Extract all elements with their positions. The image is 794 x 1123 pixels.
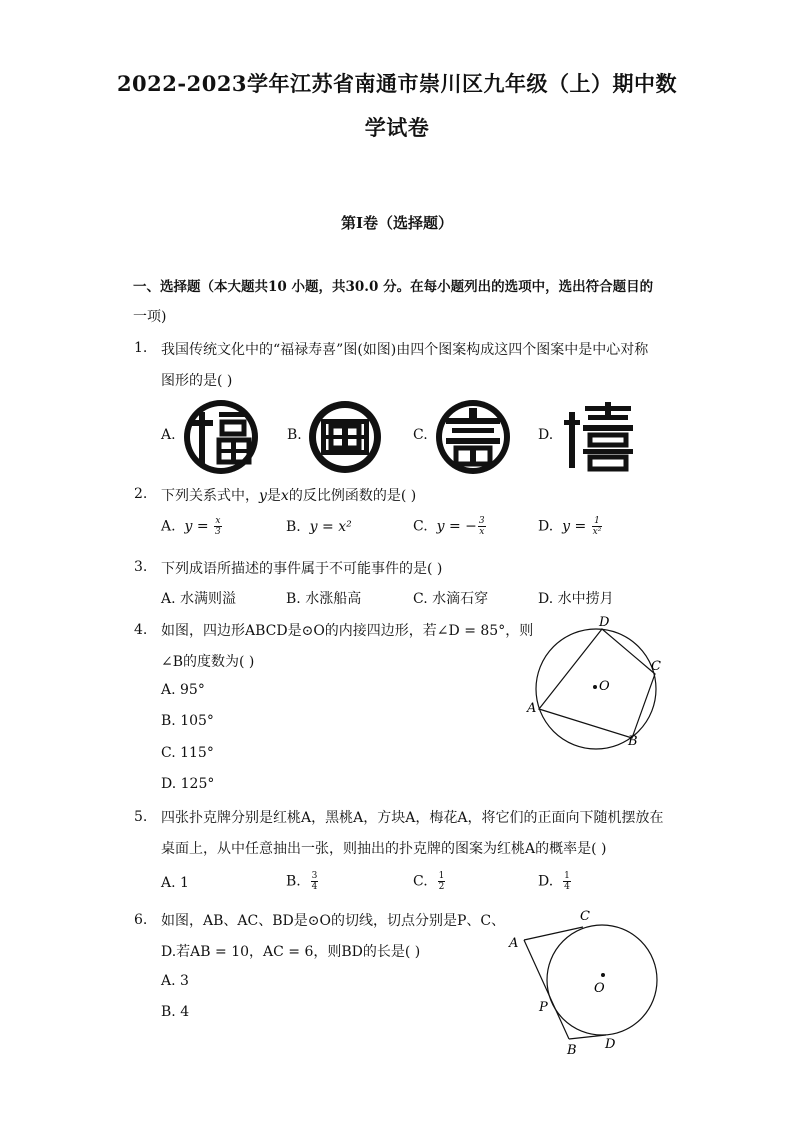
part1-heading: 一、选择题（本大题共10 小题，共30.0 分。在每小题列出的选项中，选出符合题目的 (133, 279, 654, 295)
doc-title-line2: 学试卷 (364, 115, 430, 140)
q5-option-b-den: 4 (311, 882, 318, 892)
q6-label-a: A (509, 936, 519, 951)
q4-text-line1: 如图，四边形ABCD是⊙O的内接四边形，若∠D = 85°，则 (161, 623, 534, 639)
q2-option-c-lhs: y = − (436, 518, 477, 535)
fu-emblem-icon (182, 398, 260, 476)
q5-option-d-label: D. (538, 873, 554, 890)
q6-label-o: O (594, 981, 605, 996)
q6-figure (502, 903, 672, 1063)
q3-number: 3. (134, 559, 148, 575)
q6-tangent-bd (569, 1035, 606, 1039)
q2-option-c-den: x (479, 527, 485, 537)
q4-label-o: O (599, 679, 610, 694)
q6-label-c: C (580, 909, 590, 924)
xi-emblem-icon (562, 398, 638, 474)
q4-option-c[interactable]: C. 115° (161, 745, 214, 761)
q5-option-d-den: 4 (564, 882, 570, 892)
q6-label-b: B (567, 1043, 577, 1058)
q2-option-d-label: D. (538, 518, 554, 535)
q6-number: 6. (134, 912, 148, 928)
q6-text-line2: D.若AB = 10，AC = 6，则BD的长是( ) (161, 944, 421, 960)
q1-option-d-label[interactable]: D. (538, 427, 554, 443)
q2-var-x: x (280, 488, 289, 504)
q6-tangent-ab (524, 940, 569, 1039)
q4-figure (522, 614, 672, 754)
q2-option-b-expr: y = x² (309, 519, 352, 535)
q2-number: 2. (134, 486, 148, 502)
q2-option-a[interactable] (161, 516, 223, 537)
q5-option-a[interactable]: A. 1 (161, 875, 189, 891)
q1-option-a-label[interactable]: A. (161, 427, 176, 443)
q5-option-c-label: C. (413, 873, 428, 890)
q2-var-y: y (259, 488, 267, 504)
q4-label-a: A (527, 701, 537, 716)
q4-option-b[interactable]: B. 105° (161, 713, 214, 729)
q1-text-line1: 我国传统文化中的“福禄寿喜”图(如图)由四个图案构成这四个图案中是中心对称 (161, 342, 649, 358)
q2-text-b: 是 (266, 488, 281, 504)
q6-label-d: D (605, 1037, 616, 1052)
q1-option-c-label[interactable]: C. (413, 427, 428, 443)
q2-option-a-lhs: y = (184, 518, 214, 535)
q2-option-d-num: 1 (592, 516, 603, 527)
part1-heading-tail: 一项) (133, 309, 167, 325)
q2-option-c-label: C. (413, 518, 428, 535)
q6-option-b[interactable]: B. 4 (161, 1004, 190, 1020)
q5-option-b-fraction (311, 871, 319, 892)
q4-number: 4. (134, 622, 148, 638)
q3-option-b[interactable]: B. 水涨船高 (286, 591, 362, 607)
q5-text-line1: 四张扑克牌分别是红桃A，黑桃A，方块A，梅花A，将它们的正面向下随机摆放在 (161, 810, 664, 826)
q3-option-d[interactable]: D. 水中捞月 (538, 591, 614, 607)
q5-option-b-num: 3 (311, 871, 318, 881)
q2-text-a: 下列关系式中， (161, 488, 259, 504)
q2-option-c-num: 3 (478, 516, 485, 526)
q6-circle (547, 925, 657, 1035)
q4-option-d[interactable]: D. 125° (161, 776, 215, 792)
q6-label-p: P (539, 1000, 548, 1015)
q2-option-d-den: x² (592, 527, 602, 537)
q2-option-d-fraction (592, 516, 603, 537)
q6-tangent-ac (524, 927, 583, 940)
q2-option-a-den: 3 (215, 527, 221, 537)
q5-option-b-label: B. (286, 873, 301, 890)
doc-title-line1: 2022-2023学年江苏省南通市崇川区九年级（上）期中数 (116, 71, 678, 96)
q5-option-c[interactable] (413, 871, 446, 892)
q3-option-a[interactable]: A. 水满则溢 (161, 591, 237, 607)
q4-option-a[interactable]: A. 95° (161, 682, 205, 698)
q2-option-b-label: B. (286, 519, 301, 535)
q5-option-b[interactable] (286, 871, 319, 892)
q2-option-d[interactable] (538, 516, 603, 537)
q5-option-d-num: 1 (564, 871, 570, 881)
q4-text-line2: ∠B的度数为( ) (161, 654, 255, 670)
q2-option-c-fraction (478, 516, 486, 537)
q4-label-b: B (628, 734, 638, 749)
lu-emblem-icon (307, 399, 383, 475)
q2-option-a-fraction (214, 516, 222, 537)
q5-number: 5. (134, 809, 148, 825)
q2-text-c: 的反比例函数的是( ) (288, 488, 417, 504)
q2-option-a-num: x (215, 516, 221, 526)
q6-option-a[interactable]: A. 3 (161, 973, 189, 989)
q2-option-c[interactable] (413, 516, 487, 537)
q6-text-line1: 如图，AB、AC、BD是⊙O的切线，切点分别是P、C、 (161, 913, 506, 929)
q5-option-d[interactable] (538, 871, 572, 892)
q2-option-a-label: A. (161, 518, 176, 535)
q5-option-c-den: 2 (438, 882, 445, 892)
q5-option-c-num: 1 (438, 871, 445, 881)
q2-option-d-lhs: y = (562, 518, 591, 535)
q1-text-line2: 图形的是( ) (161, 373, 233, 389)
section-title: 第I卷（选择题） (340, 214, 454, 232)
q6-center-dot (601, 973, 605, 977)
q4-center-dot (593, 685, 597, 689)
q4-label-c: C (651, 659, 661, 674)
q2-option-b[interactable] (286, 519, 352, 535)
q5-option-d-fraction (563, 871, 571, 892)
shou-emblem-icon (434, 398, 512, 476)
q5-text-line2: 桌面上，从中任意抽出一张，则抽出的扑克牌的图案为红桃A的概率是( ) (161, 841, 607, 857)
q3-text: 下列成语所描述的事件属于不可能事件的是( ) (161, 561, 443, 577)
q3-option-c[interactable]: C. 水滴石穿 (413, 591, 489, 607)
q1-number: 1. (134, 340, 148, 356)
q1-option-b-label[interactable]: B. (287, 427, 302, 443)
q2-text (161, 485, 416, 505)
q4-label-d: D (599, 615, 610, 630)
q5-option-c-fraction (438, 871, 446, 892)
